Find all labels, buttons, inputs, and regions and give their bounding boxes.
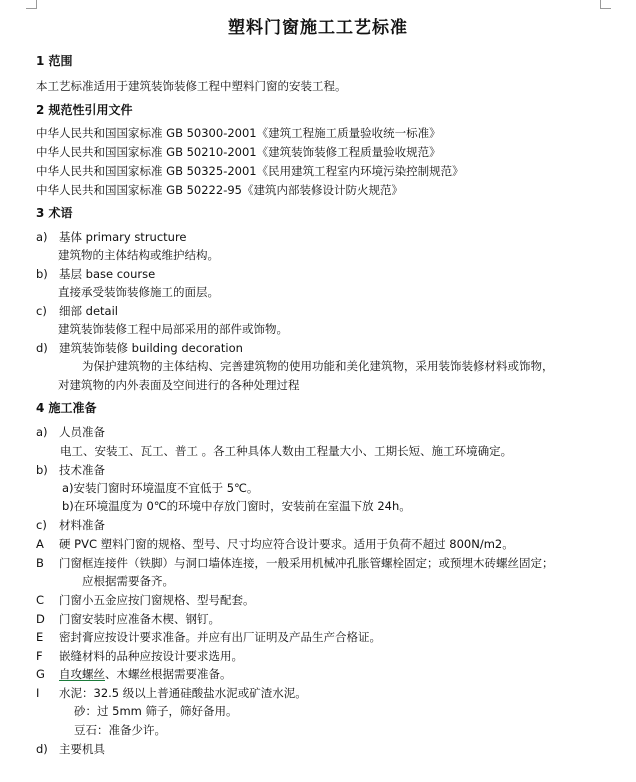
material-item [36,629,381,645]
term-a [36,229,187,245]
term-name: 建筑装饰装修 building decoration [59,341,243,355]
section-2-heading: 2 规范性引用文件 [36,103,133,117]
tech-item: a)安装门窗时环境温度不宜低于 5℃。 [62,481,259,495]
term-name: 细部 detail [59,304,118,318]
prep-c [36,517,105,533]
list-marker: D [36,612,45,626]
reference-item: 中华人民共和国国家标准 GB 50210-2001《建筑装饰装修工程质量验收规范》 [36,145,441,159]
prep-b [36,462,105,478]
list-marker: d) [36,742,48,756]
reference-item: 中华人民共和国国家标准 GB 50300-2001《建筑工程施工质量验收统一标准》 [36,126,441,140]
section-3-heading: 3 术语 [36,206,73,220]
reference-item: 中华人民共和国国家标准 GB 50325-2001《民用建筑工程室内环境污染控制规范》 [36,164,464,178]
list-marker: B [36,556,44,570]
term-d [36,340,243,356]
prep-title: 人员准备 [59,425,105,439]
list-marker: F [36,649,43,663]
term-c [36,303,118,319]
term-name: 基体 primary structure [59,230,187,244]
section-4-heading: 4 施工准备 [36,401,97,415]
material-text: 硬 PVC 塑料门窗的规格、型号、尺寸均应符合设计要求。适用于负荷不超过 800N/m2。 [59,537,514,551]
list-marker: C [36,593,45,607]
prep-title: 技术准备 [59,463,105,477]
document-title: 塑料门窗施工工艺标准 [228,18,408,38]
material-text: 、木螺丝根据需要准备。 [105,667,232,681]
term-b [36,266,155,282]
prep-title: 主要机具 [59,742,105,756]
material-text: 嵌缝材料的品种应按设计要求选用。 [59,649,243,663]
material-item [36,536,514,552]
list-marker: a) [36,230,48,244]
material-item [36,666,232,682]
section-1-body: 本工艺标准适用于建筑装饰装修工程中塑料门窗的安装工程。 [36,79,347,93]
list-marker: c) [36,518,47,532]
prep-body: 电工、安装工、瓦工、普工 。各工种具体人数由工程量大小、工期长短、施工环境确定。 [60,444,513,458]
list-marker: E [36,630,44,644]
term-definition: 建筑物的主体结构或维护结构。 [58,248,219,262]
material-item [36,592,255,608]
material-subitem: 砂：过 5mm 筛子，筛好备用。 [74,704,238,718]
material-text: 门窗安装时应准备木楔、钢钉。 [59,612,220,626]
tech-item: b)在环境温度为 0℃的环境中存放门窗时，安装前在室温下放 24h。 [62,499,411,513]
term-definition-continued: 对建筑物的内外表面及空间进行的各种处理过程 [58,378,300,392]
prep-a [36,424,105,440]
material-text: 门窗框连接件（铁脚）与洞口墙体连接，一般采用机械冲孔胀管螺栓固定；或预埋木砖螺丝固定； [59,556,554,570]
material-text: 密封膏应按设计要求准备。并应有出厂证明及产品生产合格证。 [59,630,381,644]
material-continuation: 应根据需要备齐。 [82,574,174,588]
reference-item: 中华人民共和国国家标准 GB 50222-95《建筑内部装修设计防火规范》 [36,183,403,197]
list-marker: c) [36,304,47,318]
material-item [36,611,220,627]
material-text: 水泥：32.5 级以上普通硅酸盐水泥或矿渣水泥。 [59,686,307,700]
section-1-heading: 1 范围 [36,54,73,68]
list-marker: d) [36,341,48,355]
material-item [36,648,243,664]
term-definition: 为保护建筑物的主体结构、完善建筑物的使用功能和美化建筑物，采用装饰装修材料或饰物， [82,359,554,373]
list-marker: b) [36,267,48,281]
term-name: 基层 base course [59,267,156,281]
material-subitem: 豆石：准备少许。 [74,723,166,737]
list-marker: b) [36,463,48,477]
material-item [36,555,554,571]
list-marker: G [36,667,45,681]
crop-mark-top-right [600,0,611,9]
prep-title: 材料准备 [59,518,105,532]
material-text: 门窗小五金应按门窗规格、型号配套。 [59,593,255,607]
list-marker: I [36,686,40,700]
list-marker: A [36,537,44,551]
material-item [36,685,307,701]
crop-mark-top-left [26,0,37,9]
prep-d [36,741,105,757]
term-definition: 直接承受装饰装修施工的面层。 [58,285,219,299]
material-text-underlined: 自攻螺丝 [59,667,105,681]
term-definition: 建筑装饰装修工程中局部采用的部件或饰物。 [58,322,288,336]
list-marker: a) [36,425,48,439]
